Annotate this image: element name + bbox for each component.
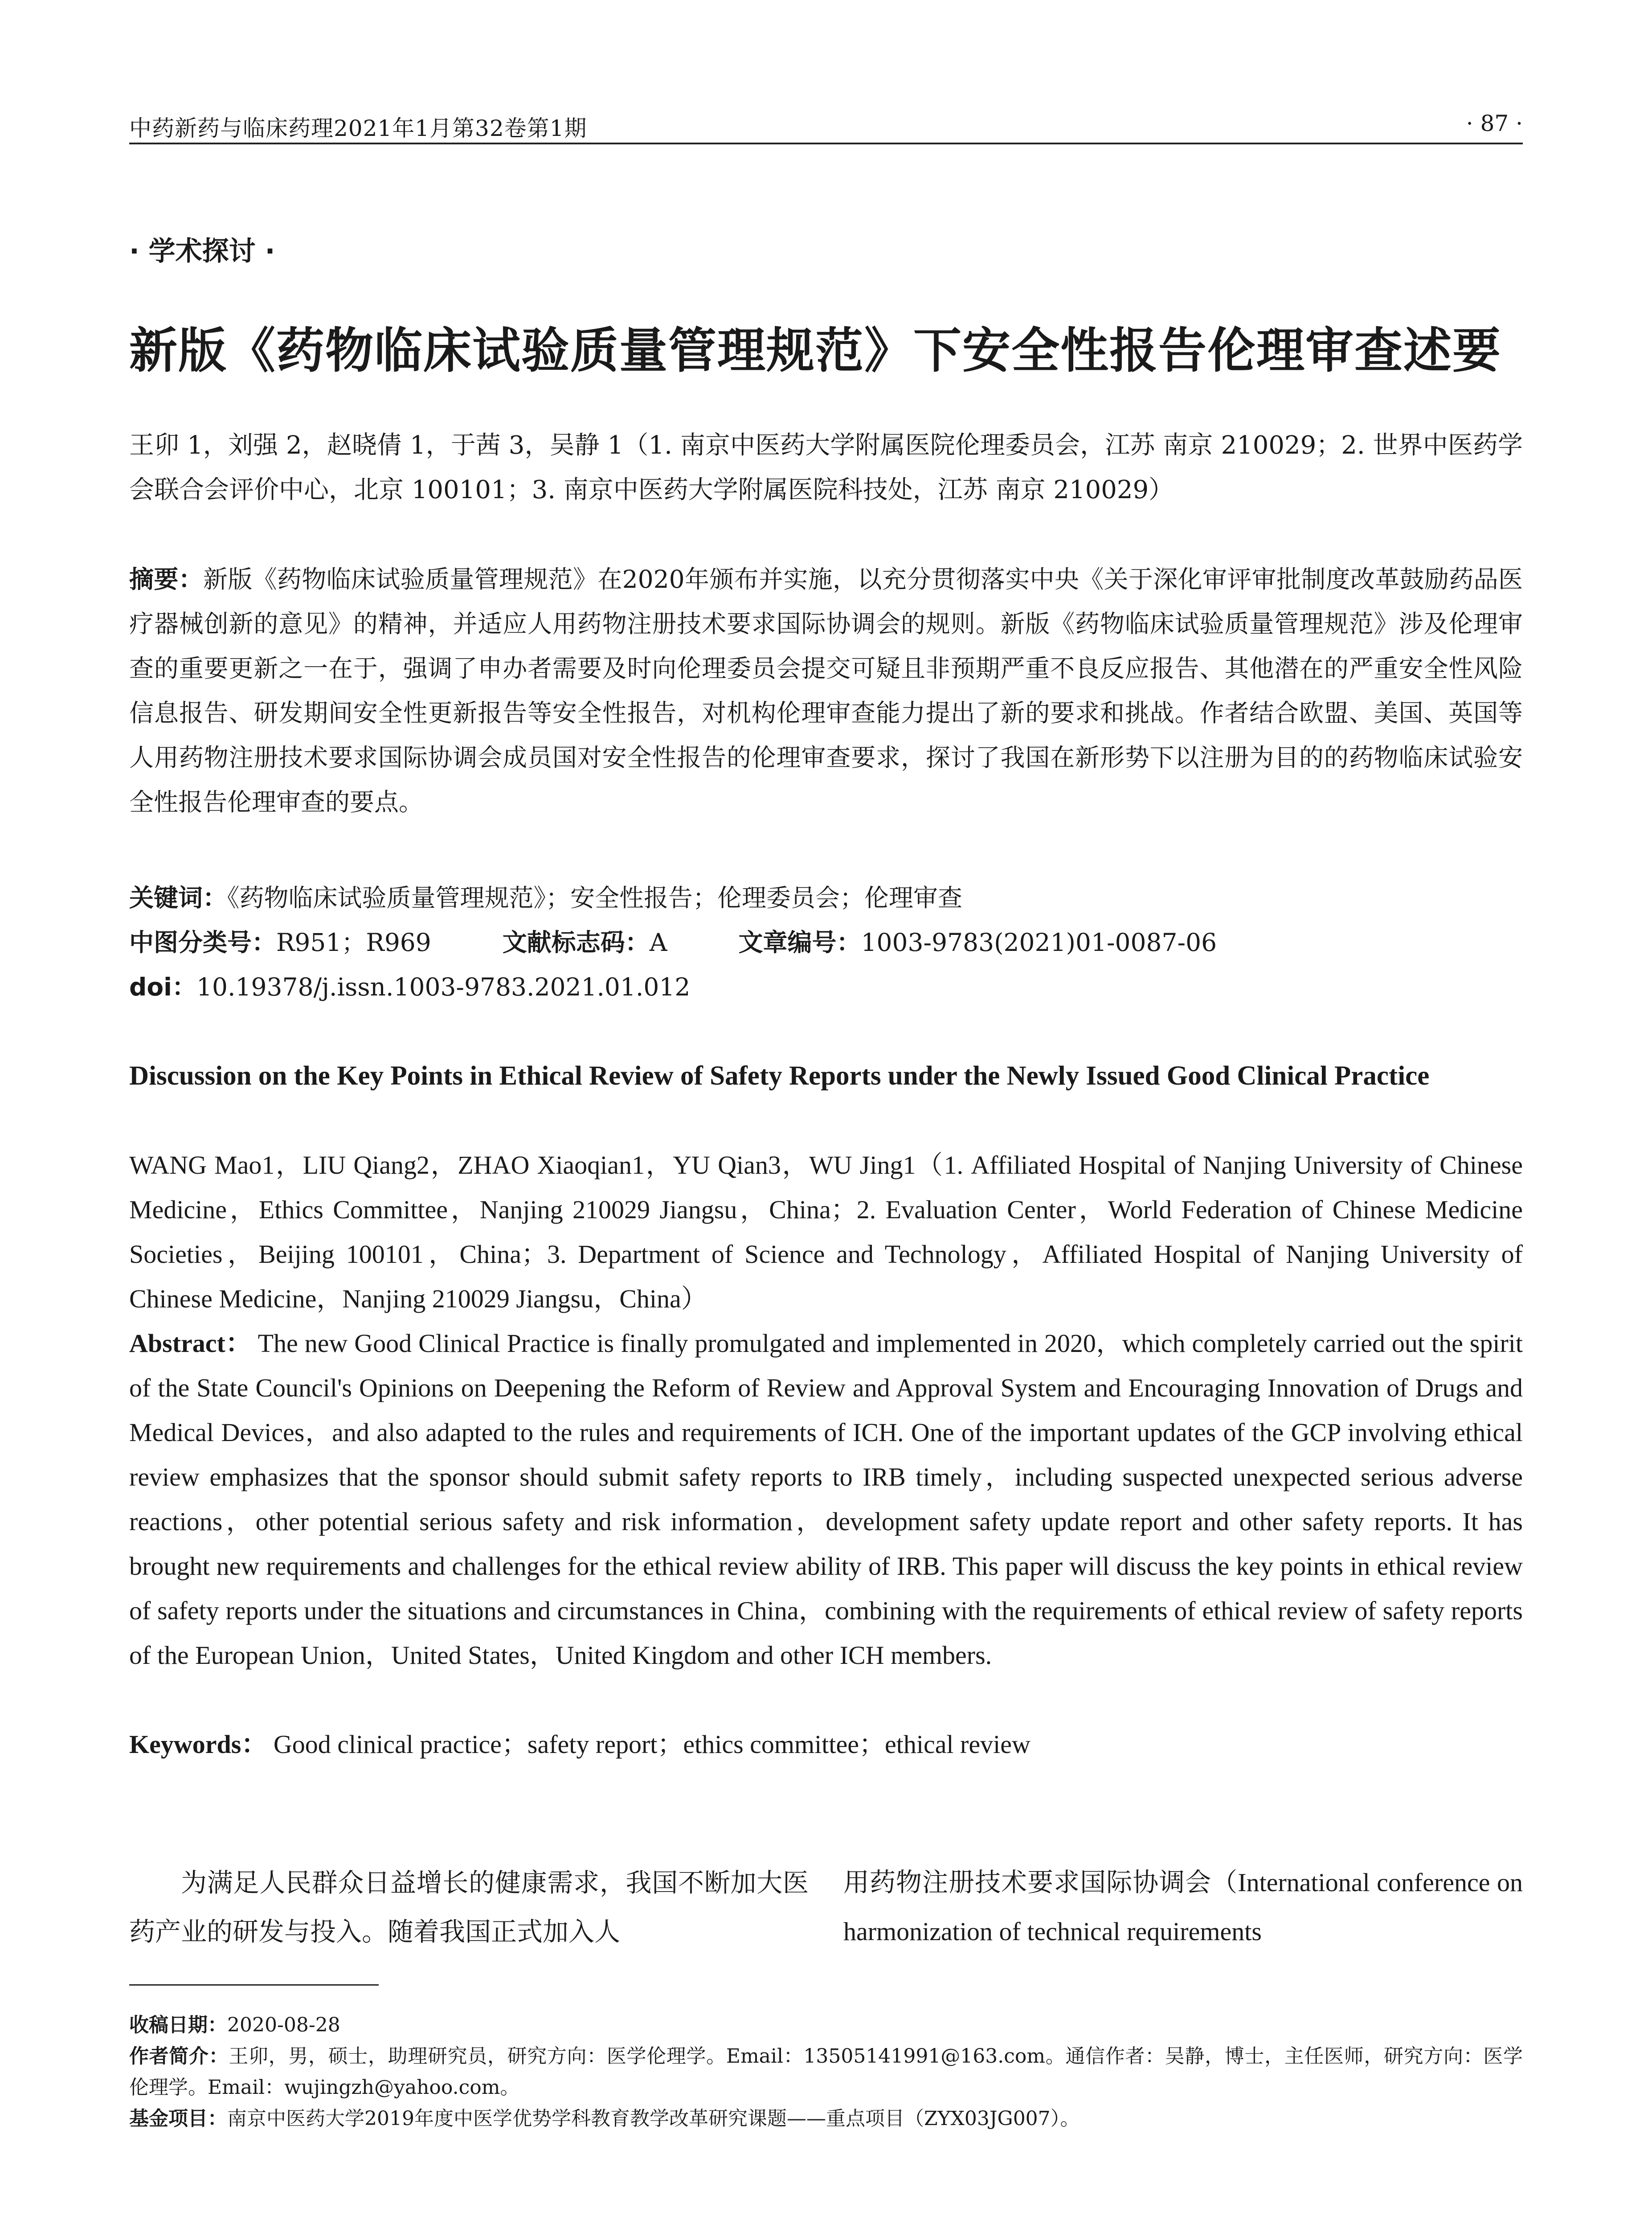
classification-line [129,920,1523,965]
title-en: Discussion on the Key Points in Ethical Review of Safety Reports under the Newly Issued Good Clinical Practice [129,1061,1430,1091]
keywords-cn-label: 关键词： [129,884,228,912]
authors-cn: 王卯 1，刘强 2，赵晓倩 1，于茜 3，吴静 1（1. 南京中医药大学附属医院伦理委员会，江苏 南京 210029；2. 世界中医药学会联合会评价中心，北京 100101；3. 南京中医药大学附属医院科技处，江苏 南京 210029） [129,431,1523,504]
footnote-rule [129,1984,379,1986]
clc-value: R951；R969 [276,928,431,957]
body-column-right: 用药物注册技术要求国际协调会（International conference on harmonization of technical requirements [843,1868,1523,1946]
title-cn: 新版《药物临床试验质量管理规范》下安全性报告伦理审查述要 [129,323,1502,379]
fund-value: 南京中医药大学2019年度中医学优势学科教育教学改革研究课题——重点项目（ZYX03JG007）。 [227,2107,1080,2130]
section-tag: · 学术探讨 · [129,236,275,267]
doi-line [129,965,1523,1009]
doi-label: doi： [129,973,197,1001]
author-info-label: 作者简介： [129,2045,229,2068]
abstract-en-text: The new Good Clinical Practice is finally promulgated and implemented in 2020，which completely carried out the spirit of the State Council's Opinions on Deepening the Reform of Review and Approval System and Encouraging Innovation of Drugs and Medical Devices，and also adapted to the rules and requirements of ICH. One of the important updates of the GCP involving ethical review emphasizes that the sponsor should submit safety reports to IRB timely，including suspected unexpected serious adverse reactions，other potential serious safety and risk information，development safety update report and other safety reports. It has brought new requirements and challenges for the ethical review ability of IRB. This paper will discuss the key points in ethical review of safety reports under the situations and circumstances in China，combining with the requirements of ethical review of safety reports of the European Union，United States，United Kingdom and other ICH members. [129,1329,1523,1670]
keywords-en-label: Keywords： [129,1730,267,1759]
received-value: 2020-08-28 [227,2014,340,2036]
doc-code-label: 文献标志码： [502,928,650,957]
doc-code-value: A [649,928,667,957]
keywords-en [129,1722,1523,1767]
footnote-fund [129,2103,1523,2134]
keywords-en-text: Good clinical practice；safety report；ethics committee；ethical review [273,1730,1030,1759]
authors-en: WANG Mao1，LIU Qiang2，ZHAO Xiaoqian1，YU Qian3，WU Jing1（1. Affiliated Hospital of Nanjing University of Chinese Medicine，Ethics Committee，Nanjing 210029 Jiangsu，China；2. Evaluation Center，World Federation of Chinese Medicine Societies，Beijing 100101，China；3. Department of Science and Technology，Affiliated Hospital of Nanjing University of Chinese Medicine，Nanjing 210029 Jiangsu，China） [129,1151,1523,1313]
received-label: 收稿日期： [129,2014,227,2036]
body-column-left: 为满足人民群众日益增长的健康需求，我国不断加大医药产业的研发与投入。随着我国正式加入人 [129,1868,809,1947]
running-head-journal: 中药新药与临床药理2021年1月第32卷第1期 [129,115,587,141]
fund-label: 基金项目： [129,2107,227,2130]
abstract-cn [129,557,1523,824]
abstract-en-label: Abstract： [129,1329,252,1358]
abstract-cn-text: 新版《药物临床试验质量管理规范》在2020年颁布并实施，以充分贯彻落实中央《关于深化审评审批制度改革鼓励药品医疗器械创新的意见》的精神，并适应人用药物注册技术要求国际协调会的规则。新版《药物临床试验质量管理规范》涉及伦理审查的重要更新之一在于，强调了申办者需要及时向伦理委员会提交可疑且非预期严重不良反应报告、其他潜在的严重安全性风险信息报告、研发期间安全性更新报告等安全性报告，对机构伦理审查能力提出了新的要求和挑战。作者结合欧盟、美国、英国等人用药物注册技术要求国际协调会成员国对安全性报告的伦理审查要求，探讨了我国在新形势下以注册为目的的药物临床试验安全性报告伦理审查的要点。 [129,565,1523,816]
article-number-value: 1003-9783(2021)01-0087-06 [861,928,1217,957]
footnote-author [129,2041,1523,2103]
page-number: · 87 · [1466,111,1523,136]
abstract-cn-label: 摘要： [129,565,204,594]
abstract-en [129,1321,1523,1678]
keywords-cn-text: 《药物临床试验质量管理规范》；安全性报告；伦理委员会；伦理审查 [227,884,963,912]
footnotes [129,2010,1523,2134]
article-number-label: 文章编号： [738,928,861,957]
footnote-received [129,2010,1523,2041]
header-rule [129,143,1523,144]
keywords-cn [129,876,1523,920]
clc-label: 中图分类号： [129,928,277,957]
doi-value: 10.19378/j.issn.1003-9783.2021.01.012 [196,973,691,1001]
author-info-value: 王卯，男，硕士，助理研究员，研究方向：医学伦理学。Email：13505141991@163.com。通信作者：吴静，博士，主任医师，研究方向：医学伦理学。Email：wujingzh@yahoo.com。 [129,2045,1523,2099]
